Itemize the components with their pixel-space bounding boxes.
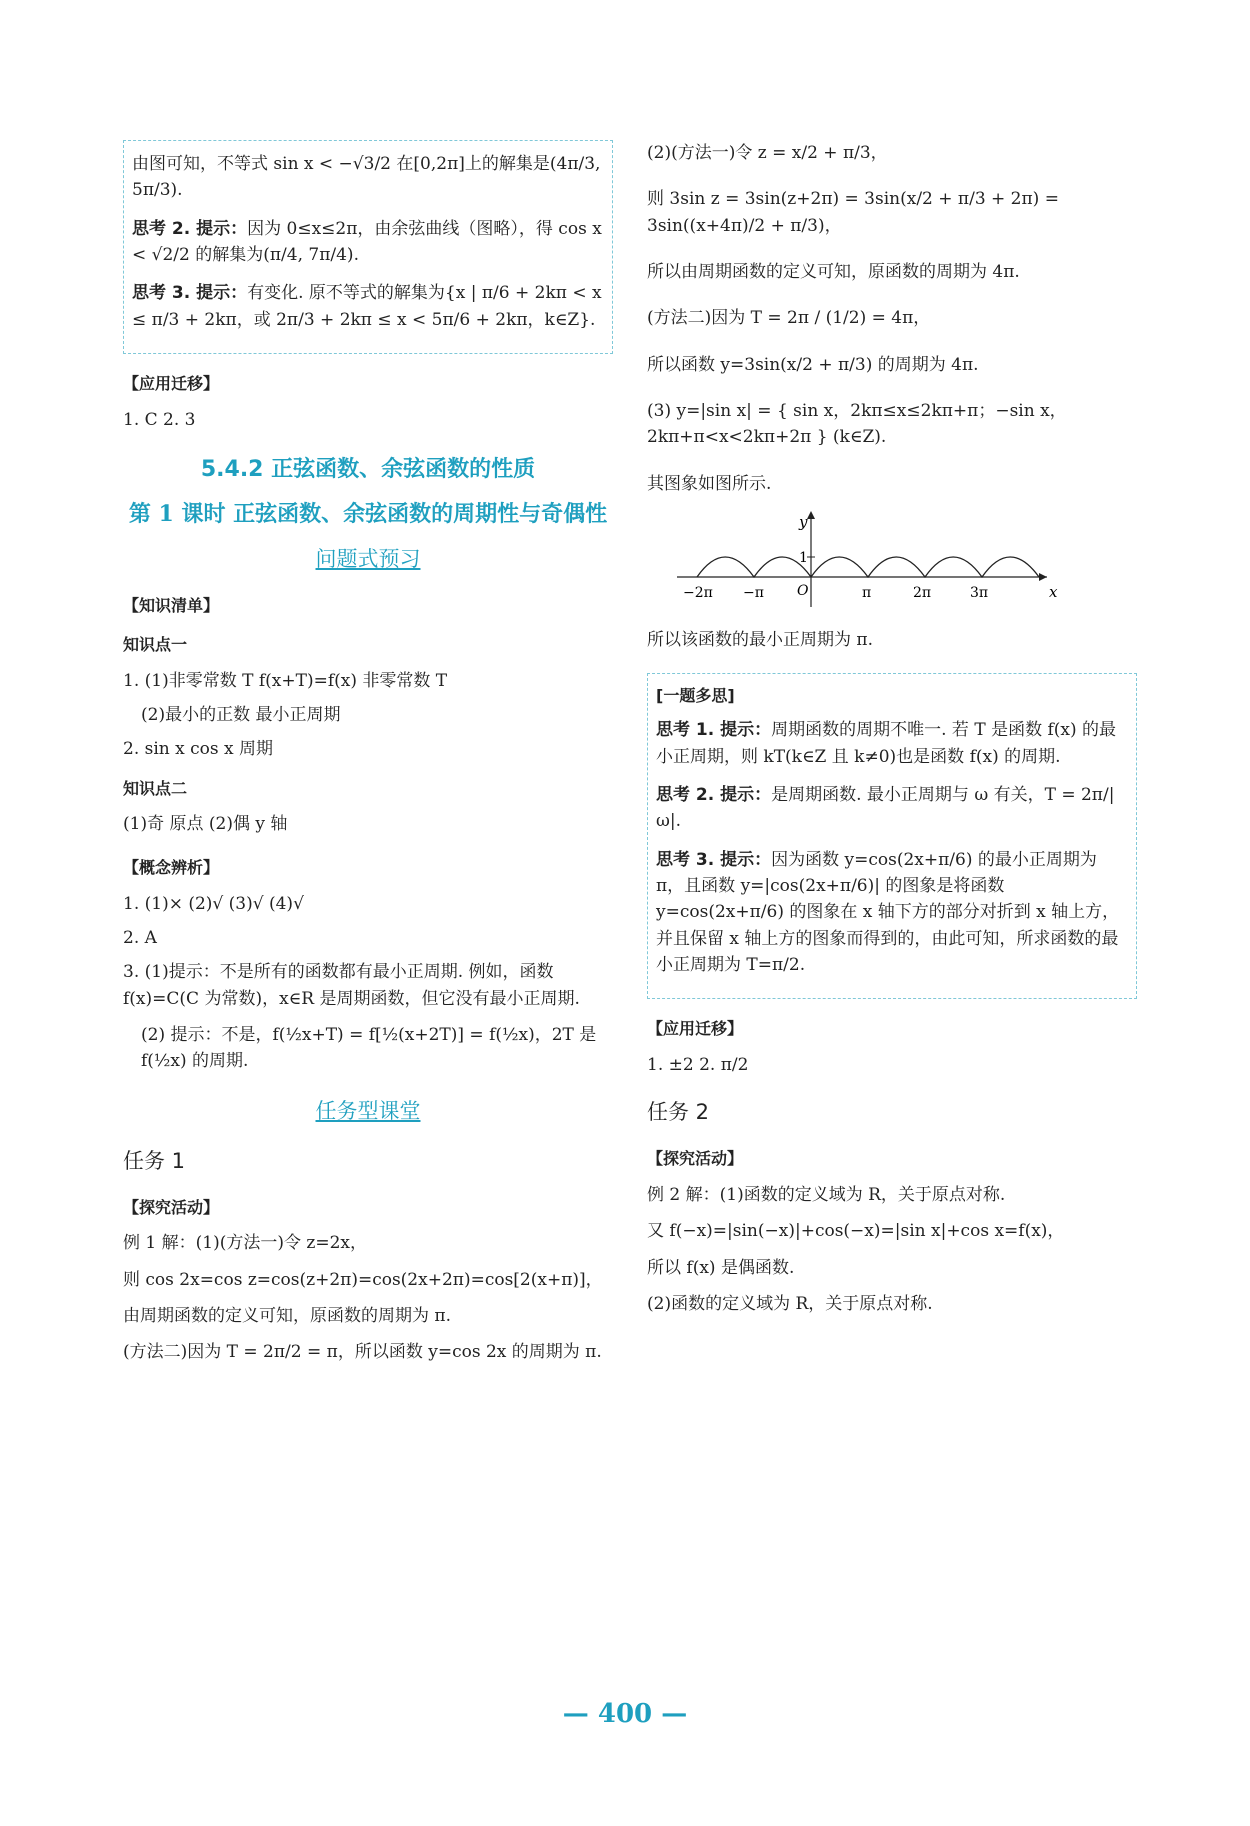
think-1-right [656, 717, 1126, 770]
x-axis-label: x [1049, 583, 1058, 602]
concept-line-2: 2. A [123, 927, 157, 948]
right-line-8: 所以该函数的最小正周期为 π. [647, 630, 873, 651]
right-line-1: (2)(方法一)令 z = x/2 + π/3， [647, 143, 888, 163]
tick-label-3pi: 3π [970, 585, 989, 602]
example-2-line-4: (2)函数的定义域为 R，关于原点对称. [647, 1293, 933, 1314]
explore-header-left: 【探究活动】 [123, 1197, 220, 1217]
page-number-value: 400 [597, 1699, 653, 1729]
think-3-right-label: 思考 3. 提示： [656, 849, 772, 870]
example-1-line-2: 则 cos 2x=cos z=cos(z+2π)=cos(2x+2π)=cos[2(x+π)]， [123, 1269, 603, 1290]
y-axis-arrow-icon [807, 511, 815, 519]
apply-header-right: 【应用迁移】 [647, 1019, 744, 1039]
example-2-line-2: 又 f(−x)=|sin(−x)|+cos(−x)=|sin x|+cos x=f(x)， [647, 1221, 1065, 1242]
tick-label-minus-pi: −π [743, 585, 764, 602]
think-3-text: 有变化. 原不等式的解集为{x | π/6 + 2kπ < x ≤ π/3 + 2kπ，或 2π/3 + 2kπ ≤ x < 5π/6 + 2kπ，k∈Z}. [132, 283, 602, 330]
y-axis-label: y [799, 513, 808, 532]
apply-header-left: 【应用迁移】 [123, 374, 220, 394]
right-line-5: 所以函数 y=3sin(x/2 + π/3) 的周期为 4π. [647, 354, 979, 375]
concept-header: 【概念辨析】 [123, 857, 220, 877]
box-paragraph-1: 由图可知，不等式 sin x < −√3/2 在[0,2π]上的解集是(4π/3, 5π/3). [132, 154, 601, 201]
think-2-text: 因为 0≤x≤2π，由余弦曲线（图略），得 cos x < √2/2 的解集为(π/4, 7π/4). [132, 218, 602, 266]
think-3-right-text: 因为函数 y=cos(2x+π/6) 的最小正周期为 π，且函数 y=|cos(2x+π/6)| 的图象是将函数 y=cos(2x+π/6) 的图象在 x 轴下方的部分对折到 x 轴上方，并且保留 x 轴上方的图象而得到的，由此可知，所求函数的最小正周期为 T=π/2. [656, 849, 1120, 975]
multi-think-header: [一题多思] [656, 686, 735, 706]
right-line-7: 其图象如图所示. [647, 473, 772, 494]
lesson-title: 第 1 课时 正弦函数、余弦函数的周期性与奇偶性 [128, 501, 608, 528]
class-title: 任务型课堂 [315, 1098, 421, 1123]
kp1-line-1: 1. (1)非零常数 T f(x+T)=f(x) 非零常数 T [123, 670, 448, 691]
abs-sin-graph [647, 507, 1067, 617]
think-2-right-label: 思考 2. 提示： [656, 784, 772, 805]
right-column [647, 140, 1137, 1317]
think-2-right [656, 782, 1126, 835]
concept-line-3a: 3. (1)提示：不是所有的函数都有最小正周期. 例如，函数 f(x)=C(C 为常数)，x∈R 是周期函数，但它没有最小正周期. [123, 962, 580, 1009]
concept-line-3b: (2) 提示：不是，f(½x+T) = f[½(x+2T)] = f(½x)，2T 是 f(½x) 的周期. [141, 1024, 597, 1072]
knowledge-header: 【知识清单】 [123, 595, 220, 615]
example-1-line-1: 例 1 解：(1)(方法一)令 z=2x， [123, 1233, 367, 1254]
think-2-right-text: 是周期函数. 最小正周期与 ω 有关，T = 2π/|ω|. [656, 784, 1115, 832]
right-line-4: (方法二)因为 T = 2π / (1/2) = 4π， [647, 308, 931, 329]
knowledge-point-2: 知识点二 [123, 778, 188, 798]
tick-label-2pi: 2π [913, 585, 932, 602]
tick-label-pi: π [862, 585, 872, 602]
page-number: — 400 — [562, 1699, 688, 1729]
preview-title: 问题式预习 [315, 547, 421, 572]
think-3-label: 思考 3. 提示： [132, 283, 248, 304]
x-axis-arrow-icon [1039, 573, 1047, 581]
think-3-right [656, 847, 1126, 979]
explore-header-right: 【探究活动】 [647, 1149, 744, 1169]
example-1-line-4: (方法二)因为 T = 2π/2 = π，所以函数 y=cos 2x 的周期为 π. [123, 1342, 602, 1363]
task-1-title: 任务 1 [123, 1149, 186, 1174]
think-1-right-label: 思考 1. 提示： [656, 720, 772, 741]
think-box-2 [647, 673, 1137, 999]
tick-label-1: 1 [799, 550, 808, 567]
knowledge-point-1: 知识点一 [123, 634, 188, 654]
right-line-6: (3) y=|sin x| = { sin x，2kπ≤x≤2kπ+π；−sin x，2kπ+π<x<2kπ+2π } (k∈Z). [647, 401, 1067, 448]
apply-answers-left: 1. C 2. 3 [123, 409, 196, 430]
kp1-line-3: 2. sin x cos x 周期 [123, 739, 274, 760]
example-2-line-3: 所以 f(x) 是偶函数. [647, 1257, 795, 1278]
example-1-line-3: 由周期函数的定义可知，原函数的周期为 π. [123, 1306, 451, 1327]
right-line-2: 则 3sin z = 3sin(z+2π) = 3sin(x/2 + π/3 + 2π) = 3sin((x+4π)/2 + π/3)， [647, 189, 1059, 236]
example-2-line-1: 例 2 解：(1)函数的定义域为 R，关于原点对称. [647, 1184, 1006, 1205]
think-3 [132, 280, 602, 333]
think-2 [132, 216, 602, 269]
concept-line-1: 1. (1)× (2)√ (3)√ (4)√ [123, 893, 304, 914]
think-1-right-text: 周期函数的周期不唯一. 若 T 是函数 f(x) 的最小正周期，则 kT(k∈Z 且 k≠0)也是函数 f(x) 的周期. [656, 720, 1117, 767]
right-line-3: 所以由周期函数的定义可知，原函数的周期为 4π. [647, 262, 1020, 283]
kp1-line-2: (2)最小的正数 最小正周期 [141, 704, 341, 725]
left-column [123, 140, 613, 1366]
origin-label: O [797, 583, 809, 600]
think-2-label: 思考 2. 提示： [132, 218, 248, 239]
think-box-1 [123, 140, 613, 354]
apply-answers-right: 1. ±2 2. π/2 [647, 1055, 749, 1076]
task-2-title: 任务 2 [647, 1100, 710, 1125]
abs-sin-curve [697, 557, 1039, 577]
tick-label-minus-2pi: −2π [683, 585, 713, 602]
section-title: 5.4.2 正弦函数、余弦函数的性质 [200, 457, 536, 483]
kp2-line-1: (1)奇 原点 (2)偶 y 轴 [123, 814, 288, 835]
